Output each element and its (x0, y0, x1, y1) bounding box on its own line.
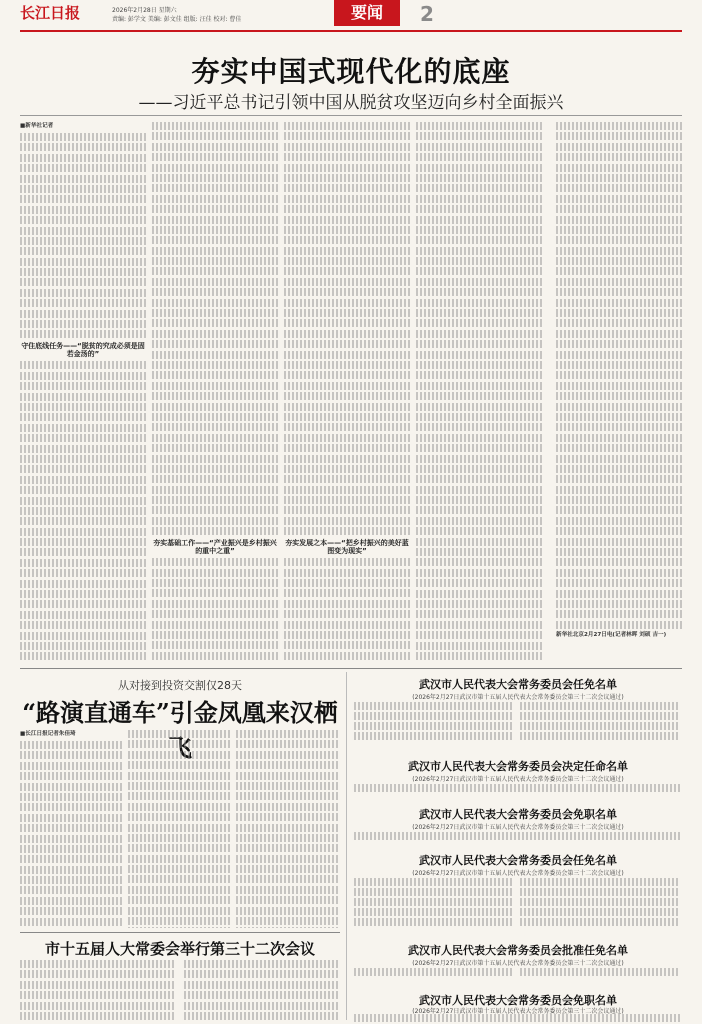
section-label: 要闻 (334, 0, 400, 26)
notice-title-2: 武汉市人民代表大会常务委员会决定任命名单 (408, 760, 628, 773)
notice-body-4 (354, 878, 682, 934)
notice-body-3 (354, 832, 682, 848)
issue-meta (112, 6, 332, 24)
notice-body-2 (354, 784, 682, 800)
lead-column-3 (284, 122, 410, 662)
lead-column-1 (20, 122, 146, 662)
lead-column-2 (152, 122, 278, 662)
notice-body-1 (354, 702, 682, 750)
notice-sub-1: (2026年2月27日武汉市第十五届人民代表大会常务委员会第三十二次会议通过) (412, 694, 624, 701)
notice-title-4: 武汉市人民代表大会常务委员会任免名单 (419, 854, 617, 867)
story2-headline: “路演直通车”引金凤凰来汉栖飞 (22, 698, 338, 762)
lead-end-note: 新华社北京2月27日电(记者林晖 刘硕 吉一) (556, 632, 667, 639)
notice-sub-6: (2026年2月27日武汉市第十五届人民代表大会常务委员会第三十二次会议通过) (412, 1008, 624, 1015)
lead-column-5 (556, 122, 682, 662)
story3-headline: 市十五届人大常委会举行第三十二次会议 (44, 940, 315, 958)
headline-rule (20, 115, 682, 116)
masthead (20, 0, 682, 28)
masthead-rule (20, 30, 682, 32)
lead-column-4 (416, 122, 542, 662)
notice-body-5 (354, 968, 682, 986)
lead-subhead: ——习近平总书记引领中国从脱贫攻坚迈向乡村全面振兴 (138, 93, 564, 113)
lead-subtitle-2: 夯实基础工作——“产业振兴是乡村振兴的重中之重” (153, 539, 277, 556)
notice-sub-2: (2026年2月27日武汉市第十五届人民代表大会常务委员会第三十二次会议通过) (412, 776, 624, 783)
section-divider (20, 668, 682, 669)
notice-title-6: 武汉市人民代表大会常务委员会免职名单 (419, 994, 617, 1007)
notice-title-3: 武汉市人民代表大会常务委员会免职名单 (419, 808, 617, 821)
lead-subtitle-1: 守住底线任务——“脱贫的究成必须是固若金汤的” (21, 342, 145, 359)
editor-credits: 责编: 彭学文 美编: 彭文佳 组版: 汪佳 校对: 曹佳 (112, 16, 242, 23)
story2-column-1 (20, 730, 122, 928)
page-number: 2 (420, 2, 434, 26)
notice-title-5: 武汉市人民代表大会常务委员会批准任免名单 (408, 944, 628, 957)
lead-subtitle-3: 夯实发展之本——“把乡村振兴的美好蓝图变为现实” (285, 539, 409, 556)
lead-headline: 夯实中国式现代化的底座 (191, 55, 511, 88)
story2-kicker: 从对接到投资交割仅28天 (118, 679, 242, 692)
issue-date: 2026年2月28日 星期六 (112, 7, 177, 14)
notice-sub-3: (2026年2月27日武汉市第十五届人民代表大会常务委员会第三十二次会议通过) (412, 824, 624, 831)
story2-column-3 (236, 730, 340, 928)
notice-sub-4: (2026年2月27日武汉市第十五届人民代表大会常务委员会第三十二次会议通过) (412, 870, 624, 877)
notice-title-1: 武汉市人民代表大会常务委员会任免名单 (419, 678, 617, 691)
story3-column-1 (20, 960, 174, 1020)
paper-logo: 长江日报 (20, 4, 81, 22)
notice-body-6 (354, 1014, 682, 1022)
column-rule (346, 672, 347, 1020)
story2-byline: ■长江日报记者朱佳琦 (20, 731, 76, 737)
section3-divider (20, 932, 340, 933)
notice-sub-5: (2026年2月27日武汉市第十五届人民代表大会常务委员会第三十二次会议通过) (412, 960, 624, 967)
story3-column-2 (184, 960, 340, 1020)
lead-byline: ■新华社记者 (20, 123, 54, 129)
story2-column-2 (128, 730, 230, 928)
